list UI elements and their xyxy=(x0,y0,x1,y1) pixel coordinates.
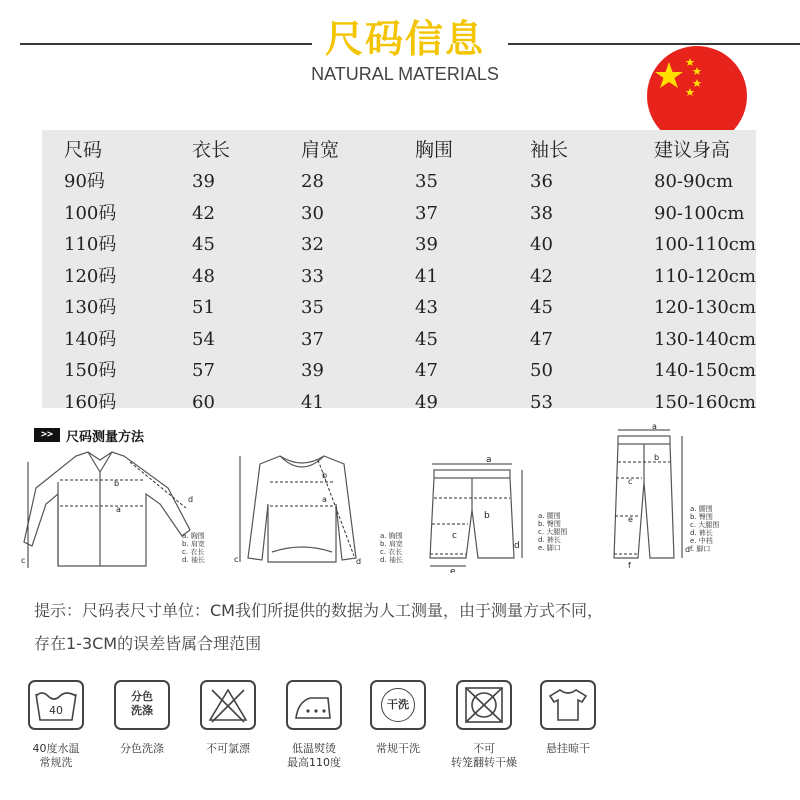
care-label-tumble: 不可 转笼翻转干燥 xyxy=(451,742,517,769)
table-cell: 53 xyxy=(530,391,553,413)
size-table xyxy=(42,130,756,413)
table-cell: 33 xyxy=(301,265,324,287)
legend-item: e. 中档 xyxy=(690,537,713,545)
shirt-letter-a: a xyxy=(116,505,121,514)
table-cell: 38 xyxy=(530,202,553,224)
legend-item: b. 臀围 xyxy=(690,513,713,521)
flag-small-star-2 xyxy=(693,67,702,75)
pants-letter-e: e xyxy=(628,515,633,524)
sweater-diagram xyxy=(232,448,372,573)
pants-legend xyxy=(690,505,719,553)
measure-method-heading xyxy=(34,426,144,444)
table-cell: 130码 xyxy=(64,297,117,318)
shorts-legend xyxy=(538,512,567,552)
shorts-diagram xyxy=(422,448,532,573)
pants-letter-c: c xyxy=(628,477,633,486)
care-icon-text: 洗涤 xyxy=(131,704,153,717)
legend-item: a. 腰围 xyxy=(538,512,561,520)
table-row xyxy=(42,229,756,261)
legend-item: b. 肩宽 xyxy=(182,540,205,548)
hang-dry-icon xyxy=(540,680,596,730)
wash-temperature: 40 xyxy=(49,704,63,717)
sweater-letter-c: c xyxy=(234,555,239,564)
pants-diagram xyxy=(604,422,694,572)
pants-letter-d: d xyxy=(685,545,691,554)
table-header-cell: 肩宽 xyxy=(301,139,340,161)
table-header-cell: 胸围 xyxy=(415,139,454,161)
legend-item: c. 衣长 xyxy=(380,548,403,556)
table-cell: 41 xyxy=(415,265,438,287)
table-cell: 37 xyxy=(301,328,324,350)
table-cell: 35 xyxy=(415,171,438,192)
table-header-cell: 尺码 xyxy=(64,139,103,161)
table-cell: 40 xyxy=(530,234,553,255)
page-subtitle: NATURAL MATERIALS xyxy=(311,64,499,84)
no-bleach-icon xyxy=(200,680,256,730)
wash-40-icon xyxy=(28,680,84,730)
table-cell: 45 xyxy=(192,234,215,255)
table-cell: 30 xyxy=(301,202,324,224)
shorts-letter-e: e xyxy=(450,567,456,573)
table-cell: 110-120cm xyxy=(654,265,756,287)
legend-item: d. 裤长 xyxy=(690,529,713,537)
measure-method-label: 尺码测量方法 xyxy=(66,429,145,445)
legend-item: a. 腰围 xyxy=(690,505,713,513)
legend-item: f. 脚口 xyxy=(690,545,711,553)
legend-item: c. 衣长 xyxy=(182,548,205,556)
table-cell: 90-100cm xyxy=(654,202,745,224)
table-cell: 35 xyxy=(301,297,324,318)
shorts-letter-b: b xyxy=(484,511,490,521)
table-cell: 120码 xyxy=(64,265,117,287)
table-cell: 130-140cm xyxy=(654,328,756,350)
care-label-bleach: 不可氯漂 xyxy=(206,742,250,755)
double-arrow-icon: >> xyxy=(34,428,60,442)
measurement-note-line2: 存在1-3CM的误差皆属合理范围 xyxy=(34,634,262,653)
shirt-legend xyxy=(182,532,205,564)
table-cell: 110码 xyxy=(64,234,117,255)
legend-item: b. 肩宽 xyxy=(380,540,403,548)
sweater-letter-a: a xyxy=(322,495,327,504)
table-cell: 41 xyxy=(301,391,324,413)
legend-item: e. 脚口 xyxy=(538,544,561,552)
table-cell: 32 xyxy=(301,234,324,255)
table-header-cell: 建议身高 xyxy=(654,139,731,161)
table-cell: 51 xyxy=(192,297,215,318)
legend-item: b. 臀围 xyxy=(538,520,561,528)
table-cell: 43 xyxy=(415,297,438,318)
table-row xyxy=(42,387,756,419)
table-row xyxy=(42,261,756,293)
legend-item: a. 胸围 xyxy=(380,532,403,540)
table-cell: 39 xyxy=(301,360,324,381)
sweater-letter-d: d xyxy=(356,557,362,566)
care-label-hang: 悬挂晾干 xyxy=(546,742,590,755)
table-cell: 47 xyxy=(415,360,438,381)
sweater-legend xyxy=(380,532,403,564)
separate-wash-icon xyxy=(114,680,170,730)
table-header-cell: 袖长 xyxy=(530,139,569,161)
table-cell: 120-130cm xyxy=(654,297,756,318)
table-cell: 150码 xyxy=(64,360,117,381)
table-cell: 100-110cm xyxy=(654,234,756,255)
low-iron-icon xyxy=(286,680,342,730)
shorts-letter-d: d xyxy=(514,541,520,551)
table-row xyxy=(42,292,756,324)
dry-clean-icon xyxy=(370,680,426,730)
table-cell: 49 xyxy=(415,391,438,413)
table-row xyxy=(42,324,756,356)
table-header-cell: 衣长 xyxy=(192,139,231,161)
table-cell: 160码 xyxy=(64,391,117,413)
table-cell: 36 xyxy=(530,171,553,192)
shirt-diagram xyxy=(18,448,198,573)
legend-item: d. 袖长 xyxy=(182,556,205,564)
table-cell: 28 xyxy=(301,171,324,192)
table-cell: 39 xyxy=(415,234,438,255)
shirt-letter-b: b xyxy=(114,479,120,488)
measurement-note-line1: 提示：尺码表尺寸单位：CM我们所提供的数据为人工测量，由于测量方式不同， xyxy=(34,601,603,620)
flag-big-star xyxy=(655,62,683,88)
shirt-letter-c: c xyxy=(21,556,26,565)
care-icon-text: 分色 xyxy=(131,690,153,703)
flag-small-star-4 xyxy=(686,88,695,96)
table-cell: 150-160cm xyxy=(654,391,756,413)
table-cell: 100码 xyxy=(64,202,117,224)
table-cell: 45 xyxy=(415,328,438,350)
dry-clean-label: 干洗 xyxy=(381,688,415,722)
table-cell: 140码 xyxy=(64,328,117,350)
flag-small-star-1 xyxy=(686,58,695,66)
legend-item: d. 裤长 xyxy=(538,536,561,544)
table-cell: 39 xyxy=(192,171,215,192)
table-cell: 37 xyxy=(415,202,438,224)
legend-item: c. 大腿围 xyxy=(538,528,568,536)
shorts-letter-a: a xyxy=(486,455,492,465)
pants-letter-b: b xyxy=(654,453,660,462)
legend-item: a. 胸围 xyxy=(182,532,205,540)
table-cell: 140-150cm xyxy=(654,360,756,381)
table-cell: 50 xyxy=(530,360,553,381)
table-row xyxy=(42,198,756,230)
table-cell: 48 xyxy=(192,265,215,287)
care-label-dryclean: 常规干洗 xyxy=(376,742,420,755)
care-label-separate: 分色洗涤 xyxy=(120,742,164,755)
pants-letter-a: a xyxy=(652,422,657,431)
care-label-wash: 40度水温 常规洗 xyxy=(32,742,80,769)
care-label-iron: 低温熨烫 最高110度 xyxy=(287,742,341,769)
flag-small-star-3 xyxy=(693,79,702,87)
table-cell: 42 xyxy=(192,202,215,224)
legend-item: d. 袖长 xyxy=(380,556,403,564)
table-row xyxy=(42,166,756,198)
sweater-letter-b: b xyxy=(322,471,328,480)
table-cell: 90码 xyxy=(64,171,105,192)
legend-item: c. 大腿围 xyxy=(690,521,720,529)
table-row xyxy=(42,355,756,387)
no-tumble-dry-icon xyxy=(456,680,512,730)
table-cell: 54 xyxy=(192,328,215,350)
pants-letter-f: f xyxy=(628,561,631,570)
table-cell: 57 xyxy=(192,360,215,381)
table-cell: 42 xyxy=(530,265,553,287)
page-title: 尺码信息 xyxy=(324,17,485,61)
shirt-letter-d: d xyxy=(188,495,194,504)
table-header-row xyxy=(42,134,756,166)
table-cell: 80-90cm xyxy=(654,171,734,192)
table-cell: 47 xyxy=(530,328,553,350)
table-cell: 45 xyxy=(530,297,553,318)
shorts-letter-c: c xyxy=(452,531,457,541)
table-cell: 60 xyxy=(192,391,215,413)
